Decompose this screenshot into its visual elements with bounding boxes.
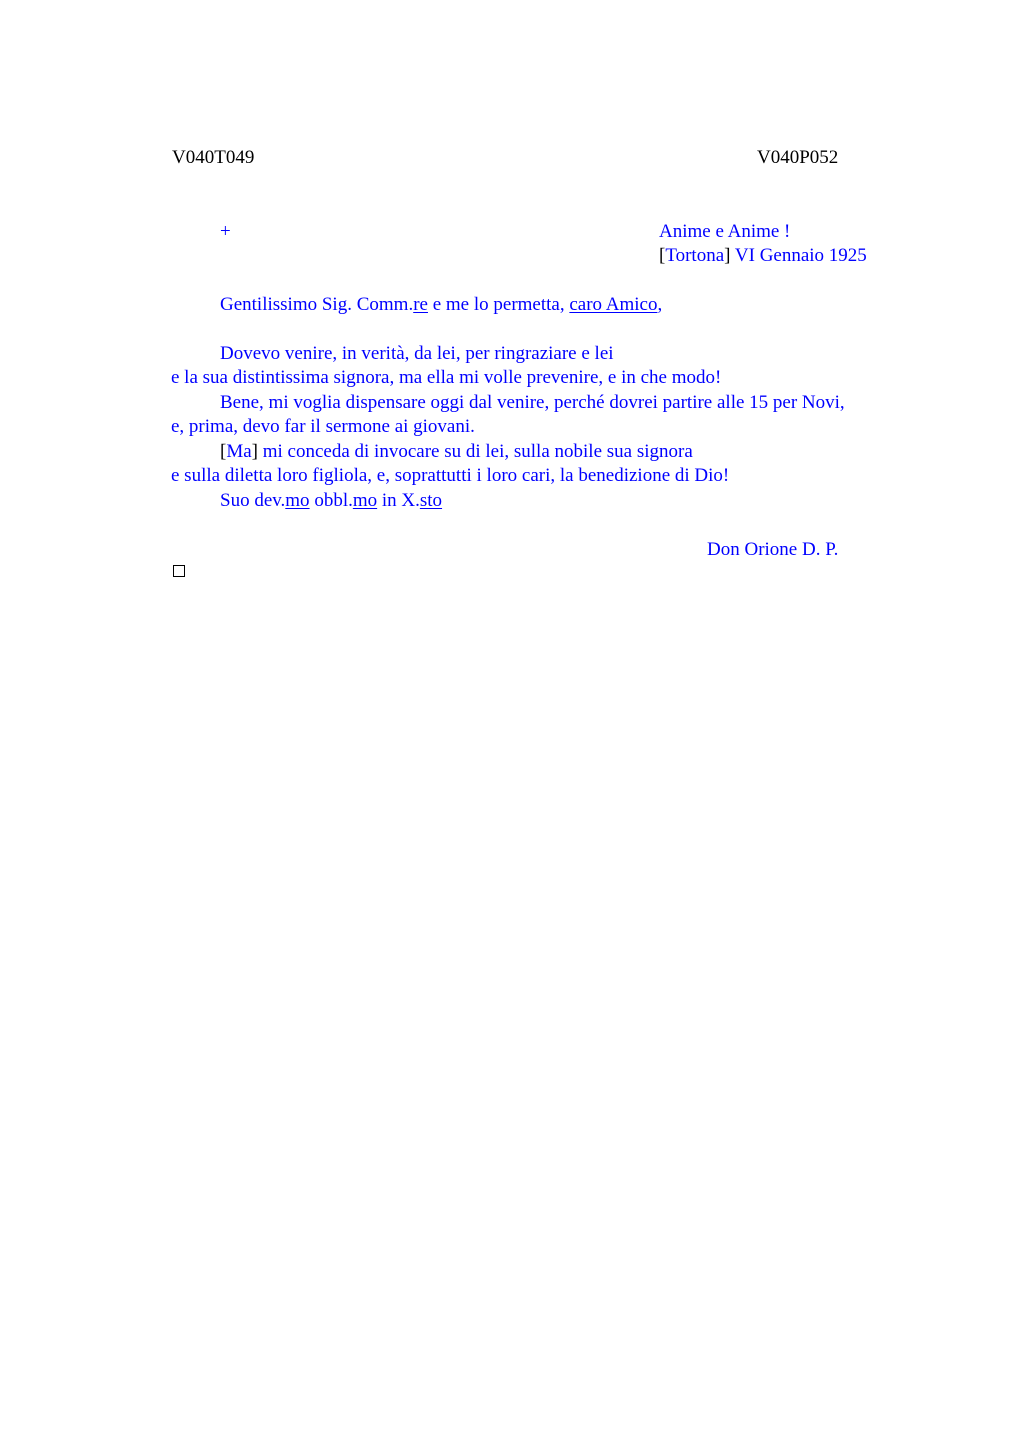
body-line-1: Dovevo venire, in verità, da lei, per ringraziare e lei (220, 343, 614, 364)
cross-symbol: + (220, 221, 231, 242)
bracket-close: ] (724, 245, 731, 266)
document-code-left: V040T049 (172, 147, 255, 168)
checkbox-icon[interactable] (173, 565, 185, 577)
salutation (220, 293, 662, 318)
closing-underlined: mo (285, 490, 310, 511)
place-name: Tortona (665, 245, 725, 266)
closing-underlined: mo (352, 490, 378, 511)
inserted-word: Ma (226, 441, 252, 462)
body-line-3: Bene, mi voglia dispensare oggi dal venire, perché dovrei partire alle 15 per Novi, (220, 392, 845, 413)
salutation-underlined: caro Amico (569, 294, 658, 315)
body-line-2: e la sua distintissima signora, ma ella mi volle prevenire, e in che modo! (171, 367, 722, 388)
bracket-open: [ (659, 245, 666, 266)
closing-part: obbl. (309, 490, 353, 511)
body-line-4: e, prima, devo far il sermone ai giovani. (171, 416, 475, 437)
line-text: mi conceda di invocare su di lei, sulla nobile sua signora (257, 441, 693, 462)
salutation-part: Gentilissimo Sig. Comm. (220, 294, 414, 315)
closing-part: Suo dev. (220, 490, 286, 511)
motto: Anime e Anime ! (659, 221, 791, 242)
body-line-6: e sulla diletta loro figliola, e, soprattutti i loro cari, la benedizione di Dio! (171, 465, 730, 486)
salutation-underlined: re (413, 294, 428, 315)
signature: Don Orione D. P. (707, 539, 839, 560)
closing-underlined: sto (419, 490, 443, 511)
salutation-part: e me lo permetta, (427, 294, 570, 315)
salutation-part: , (657, 294, 663, 315)
closing-part: in X. (377, 490, 420, 511)
bracket-close: ] (251, 441, 258, 462)
date-line (659, 244, 867, 269)
closing (220, 489, 442, 514)
document-code-right: V040P052 (757, 147, 839, 168)
bracket-open: [ (220, 441, 227, 462)
date-text: VI Gennaio 1925 (730, 245, 867, 266)
body-line-5 (220, 440, 693, 465)
